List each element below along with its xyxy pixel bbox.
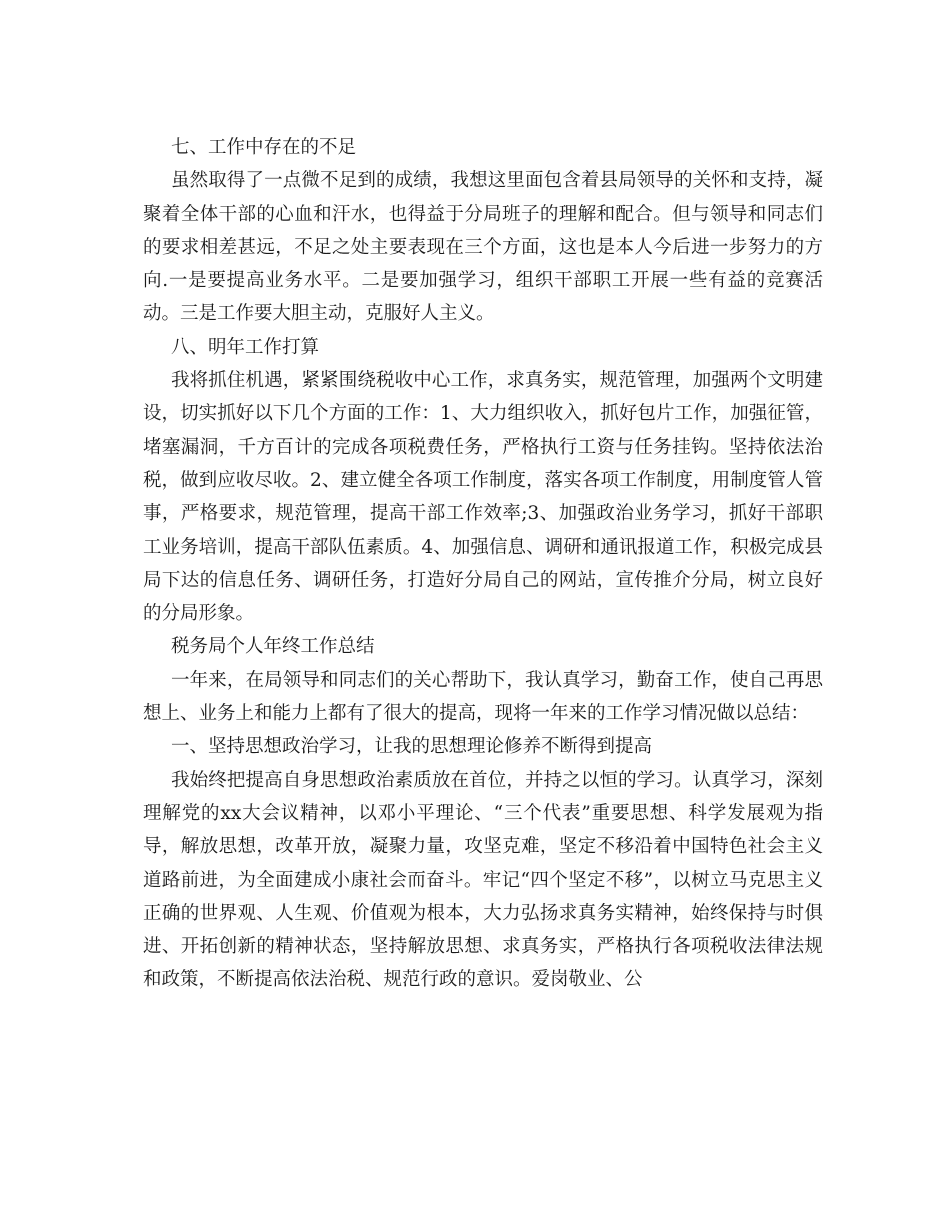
section-heading-political-study: 一、坚持思想政治学习，让我的思想理论修养不断得到提高 xyxy=(171,736,653,758)
paragraph-shortcomings: 虽然取得了一点微不足到的成绩，我想这里面包含着县局领导的关怀和支持，凝聚着全体干部的心血和汗水，也得益于分局班子的理解和配合。但与领导和同志们的要求相差甚远，不足之处主要表现在三个方面，这也是本人今后进一步努力的方向.一是要提高业务水平。二是要加强学习，组织干部职工开展一些有益的竞赛活动。三是工作要大胆主动，克服好人主义。 xyxy=(143,170,823,325)
section-heading-next-year-plan: 八、明年工作打算 xyxy=(171,336,320,358)
document-body xyxy=(143,131,823,997)
paragraph-intro: 一年来，在局领导和同志们的关心帮助下，我认真学习，勤奋工作，使自己再思想上、业务上和能力上都有了很大的提高，现将一年来的工作学习情况做以总结： xyxy=(143,669,823,725)
paragraph-political-study: 我始终把提高自身思想政治素质放在首位，并持之以恒的学习。认真学习，深刻理解党的xx大会议精神，以邓小平理论、“三个代表”重要思想、科学发展观为指导，解放思想，改革开放，凝聚力量，攻坚克难，坚定不移沿着中国特色社会主义道路前进，为全面建成小康社会而奋斗。牢记“四个坚定不移”，以树立马克思主义正确的世界观、人生观、价值观为根本，大力弘扬求真务实精神，始终保持与时俱进、开拓创新的精神状态，坚持解放思想、求真务实，严格执行各项税收法律法规和政策，不断提高依法治税、规范行政的意识。爱岗敬业、公 xyxy=(143,769,823,991)
paragraph-next-year-plan: 我将抓住机遇，紧紧围绕税收中心工作，求真务实，规范管理，加强两个文明建设，切实抓好以下几个方面的工作：1、大力组织收入，抓好包片工作，加强征管，堵塞漏洞，千方百计的完成各项税费任务，严格执行工资与任务挂钩。坚持依法治税，做到应收尽收。2、建立健全各项工作制度，落实各项工作制度，用制度管人管事，严格要求，规范管理，提高干部工作效率;3、加强政治业务学习，抓好干部职工业务培训，提高干部队伍素质。4、加强信息、调研和通讯报道工作，积极完成县局下达的信息任务、调研任务，打造好分局自己的网站，宣传推介分局，树立良好的分局形象。 xyxy=(143,370,823,625)
section-heading-shortcomings: 七、工作中存在的不足 xyxy=(171,137,357,158)
document-subtitle: 税务局个人年终工作总结 xyxy=(171,636,375,658)
